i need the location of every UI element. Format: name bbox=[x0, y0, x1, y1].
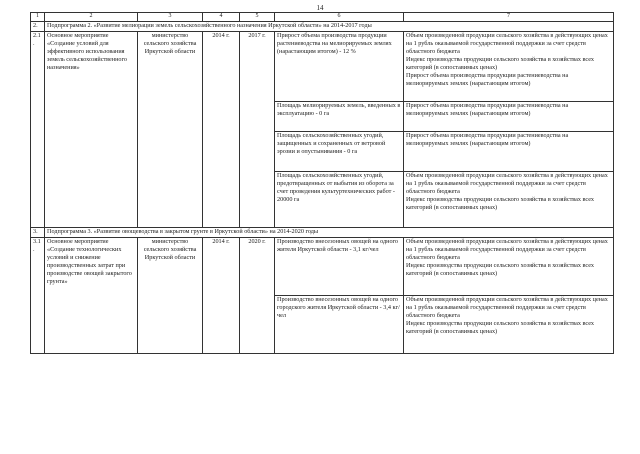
program-measures-table bbox=[30, 12, 614, 354]
subprogram-row bbox=[31, 21, 614, 31]
final-result bbox=[404, 31, 614, 101]
direct-result: Прирост объема производства продукции растениеводства на мелиорируемых землях (нарастающим итогом) - 12 % bbox=[275, 31, 404, 101]
final-result-line: Прирост объема производства продукции растениеводства на мелиорируемых землях (нарастающим итогом) bbox=[406, 132, 569, 148]
measure-name: Основное мероприятие «Создание условий для эффективного использования земель сельскохозяйственного назначения» bbox=[45, 31, 138, 227]
final-result bbox=[404, 131, 614, 171]
subprogram-number: 3. bbox=[31, 227, 45, 237]
final-result-line: Прирост объема производства продукции растениеводства на мелиорируемых землях (нарастающим итогом) bbox=[406, 71, 569, 87]
final-result bbox=[404, 101, 614, 131]
column-number: 6 bbox=[275, 13, 404, 22]
final-result-line: Объем произведенной продукции сельского хозяйства в действующих ценах на 1 рубль оказываемой государственной поддержки за счет средств областного бюджета bbox=[406, 172, 608, 195]
subprogram-title: Подпрограмма 3. «Развитие овощеводства в закрытом грунте в Иркутской области» на 2014-2020 годы bbox=[45, 227, 614, 237]
final-result bbox=[404, 295, 614, 353]
final-result-line: Прирост объема производства продукции растениеводства на мелиорируемых землях (нарастающим итогом) bbox=[406, 102, 569, 118]
final-result-line: Объем произведенной продукции сельского хозяйства в действующих ценах на 1 рубль оказываемой государственной поддержки за счет средств областного бюджета bbox=[406, 296, 608, 319]
final-result bbox=[404, 237, 614, 295]
measure-executor: министерство сельского хозяйства Иркутской области bbox=[138, 237, 203, 353]
measure-start-year: 2014 г. bbox=[203, 237, 240, 353]
measure-name: Основное мероприятие «Создание технологических условий и снижение производственных затрат при производстве овощей закрытого грунта» bbox=[45, 237, 138, 353]
direct-result: Площадь сельскохозяйственных угодий, предотвращенных от выбытия из оборота за счет проведения культуртехнических работ - 20000 га bbox=[275, 171, 404, 227]
final-result-line: Индекс производства продукции сельского хозяйства в хозяйствах всех категорий (в сопоставимых ценах) bbox=[406, 319, 594, 335]
column-number-row bbox=[31, 13, 614, 22]
final-result-line: Индекс производства продукции сельского хозяйства в хозяйствах всех категорий (в сопоставимых ценах) bbox=[406, 195, 594, 211]
subprogram-number: 2. bbox=[31, 21, 45, 31]
final-result-line: Объем произведенной продукции сельского хозяйства в действующих ценах на 1 рубль оказываемой государственной поддержки за счет средств областного бюджета bbox=[406, 32, 608, 55]
direct-result: Площадь сельскохозяйственных угодий, защищенных и сохраненных от ветровой эрозии и опустынивания - 0 га bbox=[275, 131, 404, 171]
column-number: 3 bbox=[138, 13, 203, 22]
final-result-line: Индекс производства продукции сельского хозяйства в хозяйствах всех категорий (в сопоставимых ценах) bbox=[406, 261, 594, 277]
column-number: 5 bbox=[240, 13, 275, 22]
subprogram-title: Подпрограмма 2. «Развитие мелиорации земель сельскохозяйственного назначения Иркутской области» на 2014-2017 годы bbox=[45, 21, 614, 31]
measure-start-year: 2014 г. bbox=[203, 31, 240, 227]
measure-number: 3.1. bbox=[31, 237, 45, 353]
direct-result: Производство внесезонных овощей на одного жителя Иркутской области - 3,1 кг/чел bbox=[275, 237, 404, 295]
column-number: 7 bbox=[404, 13, 614, 22]
final-result-line: Индекс производства продукции сельского хозяйства в хозяйствах всех категорий (в сопоставимых ценах) bbox=[406, 55, 594, 71]
measure-end-year: 2020 г. bbox=[240, 237, 275, 353]
column-number: 1 bbox=[31, 13, 45, 22]
measure-executor: министерство сельского хозяйства Иркутской области bbox=[138, 31, 203, 227]
measure-end-year: 2017 г. bbox=[240, 31, 275, 227]
measure-row bbox=[31, 237, 614, 295]
direct-result: Площадь мелиорируемых земель, введенных в эксплуатацию - 0 га bbox=[275, 101, 404, 131]
final-result bbox=[404, 171, 614, 227]
measure-row bbox=[31, 31, 614, 101]
page-number: 14 bbox=[316, 4, 324, 12]
column-number: 2 bbox=[45, 13, 138, 22]
subprogram-row bbox=[31, 227, 614, 237]
final-result-line: Объем произведенной продукции сельского хозяйства в действующих ценах на 1 рубль оказываемой государственной поддержки за счет средств областного бюджета bbox=[406, 238, 608, 261]
column-number: 4 bbox=[203, 13, 240, 22]
direct-result: Производство внесезонных овощей на одного городского жителя Иркутской области - 3,4 кг/чел bbox=[275, 295, 404, 353]
measure-number: 2.1. bbox=[31, 31, 45, 227]
